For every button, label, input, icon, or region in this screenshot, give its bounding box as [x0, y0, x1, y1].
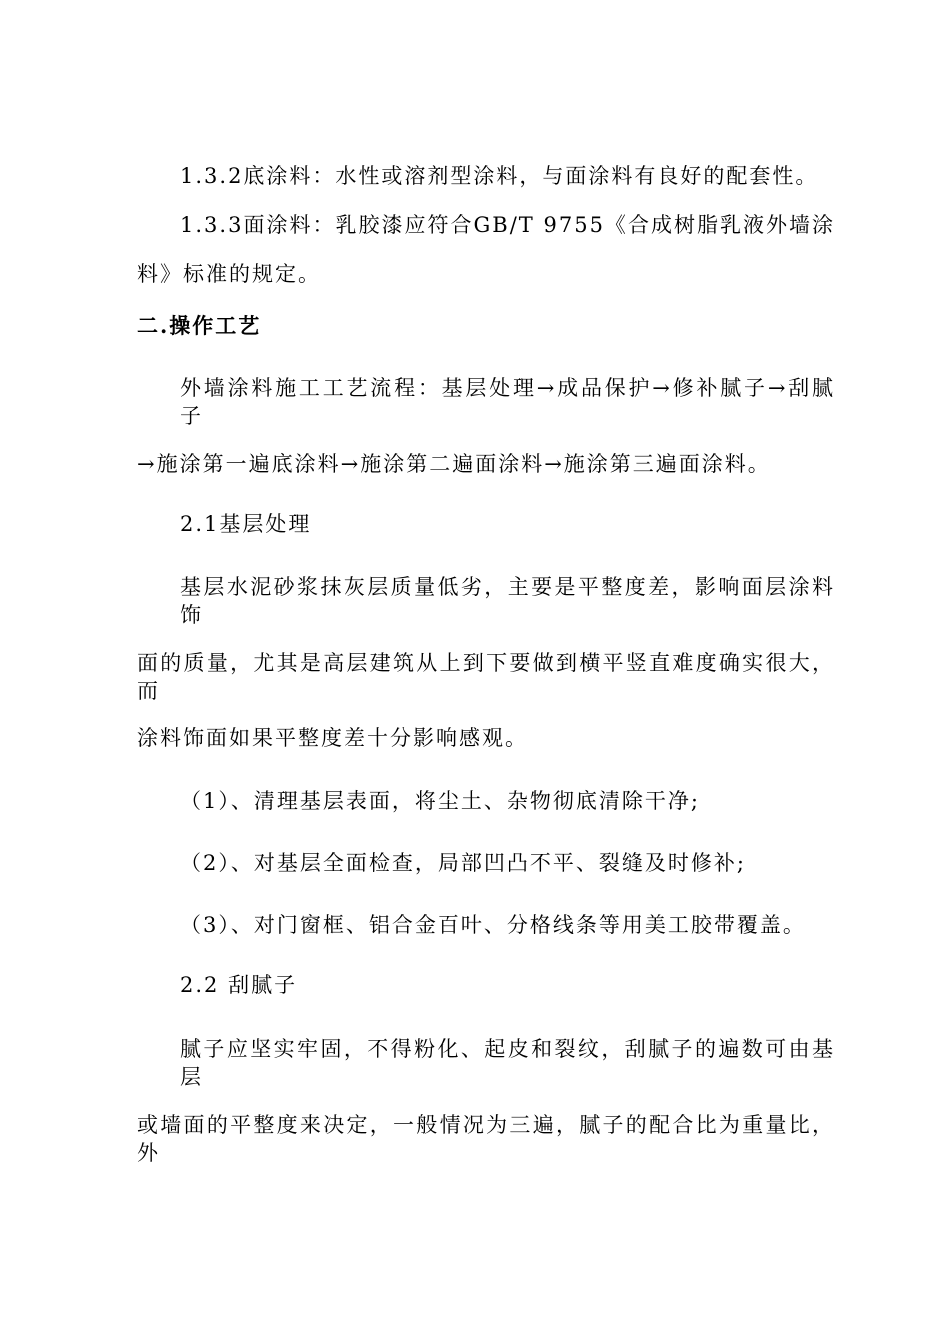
paragraph-1-3-3-line-2: 料》标准的规定。: [137, 262, 321, 286]
subheading-2-2: 2.2 刮腻子: [180, 973, 298, 997]
paragraph-2-1-line-3: 涂料饰面如果平整度差十分影响感观。: [137, 726, 528, 750]
process-flow-line-1: 外墙涂料施工工艺流程：基层处理→成品保护→修补腻子→刮腻子: [180, 376, 835, 428]
section-heading-operation-process: 二.操作工艺: [137, 313, 262, 338]
paragraph-2-2-line-1: 腻子应坚实牢固，不得粉化、起皮和裂纹，刮腻子的遍数可由基层: [180, 1037, 835, 1089]
paragraph-2-1-line-1: 基层水泥砂浆抹灰层质量低劣，主要是平整度差，影响面层涂料饰: [180, 575, 835, 627]
subheading-2-1: 2.1基层处理: [180, 512, 312, 536]
paragraph-2-2-line-2: 或墙面的平整度来决定，一般情况为三遍，腻子的配合比为重量比，外: [137, 1113, 835, 1165]
list-item-2: （2）、对基层全面检查，局部凹凸不平、裂缝及时修补;: [180, 851, 746, 875]
process-flow-line-2: →施涂第一遍底涂料→施涂第二遍面涂料→施涂第三遍面涂料。: [137, 452, 771, 476]
paragraph-1-3-2: 1.3.2底涂料：水性或溶剂型涂料，与面涂料有良好的配套性。: [180, 164, 819, 188]
list-item-1: （1）、清理基层表面，将尘土、杂物彻底清除干净;: [180, 789, 700, 813]
paragraph-1-3-3-line-1: 1.3.3面涂料：乳胶漆应符合GB/T 9755《合成树脂乳液外墙涂: [180, 213, 835, 237]
list-item-3: （3）、对门窗框、铝合金百叶、分格线条等用美工胶带覆盖。: [180, 913, 806, 937]
paragraph-2-1-line-2: 面的质量，尤其是高层建筑从上到下要做到横平竖直难度确实很大，而: [137, 651, 835, 703]
